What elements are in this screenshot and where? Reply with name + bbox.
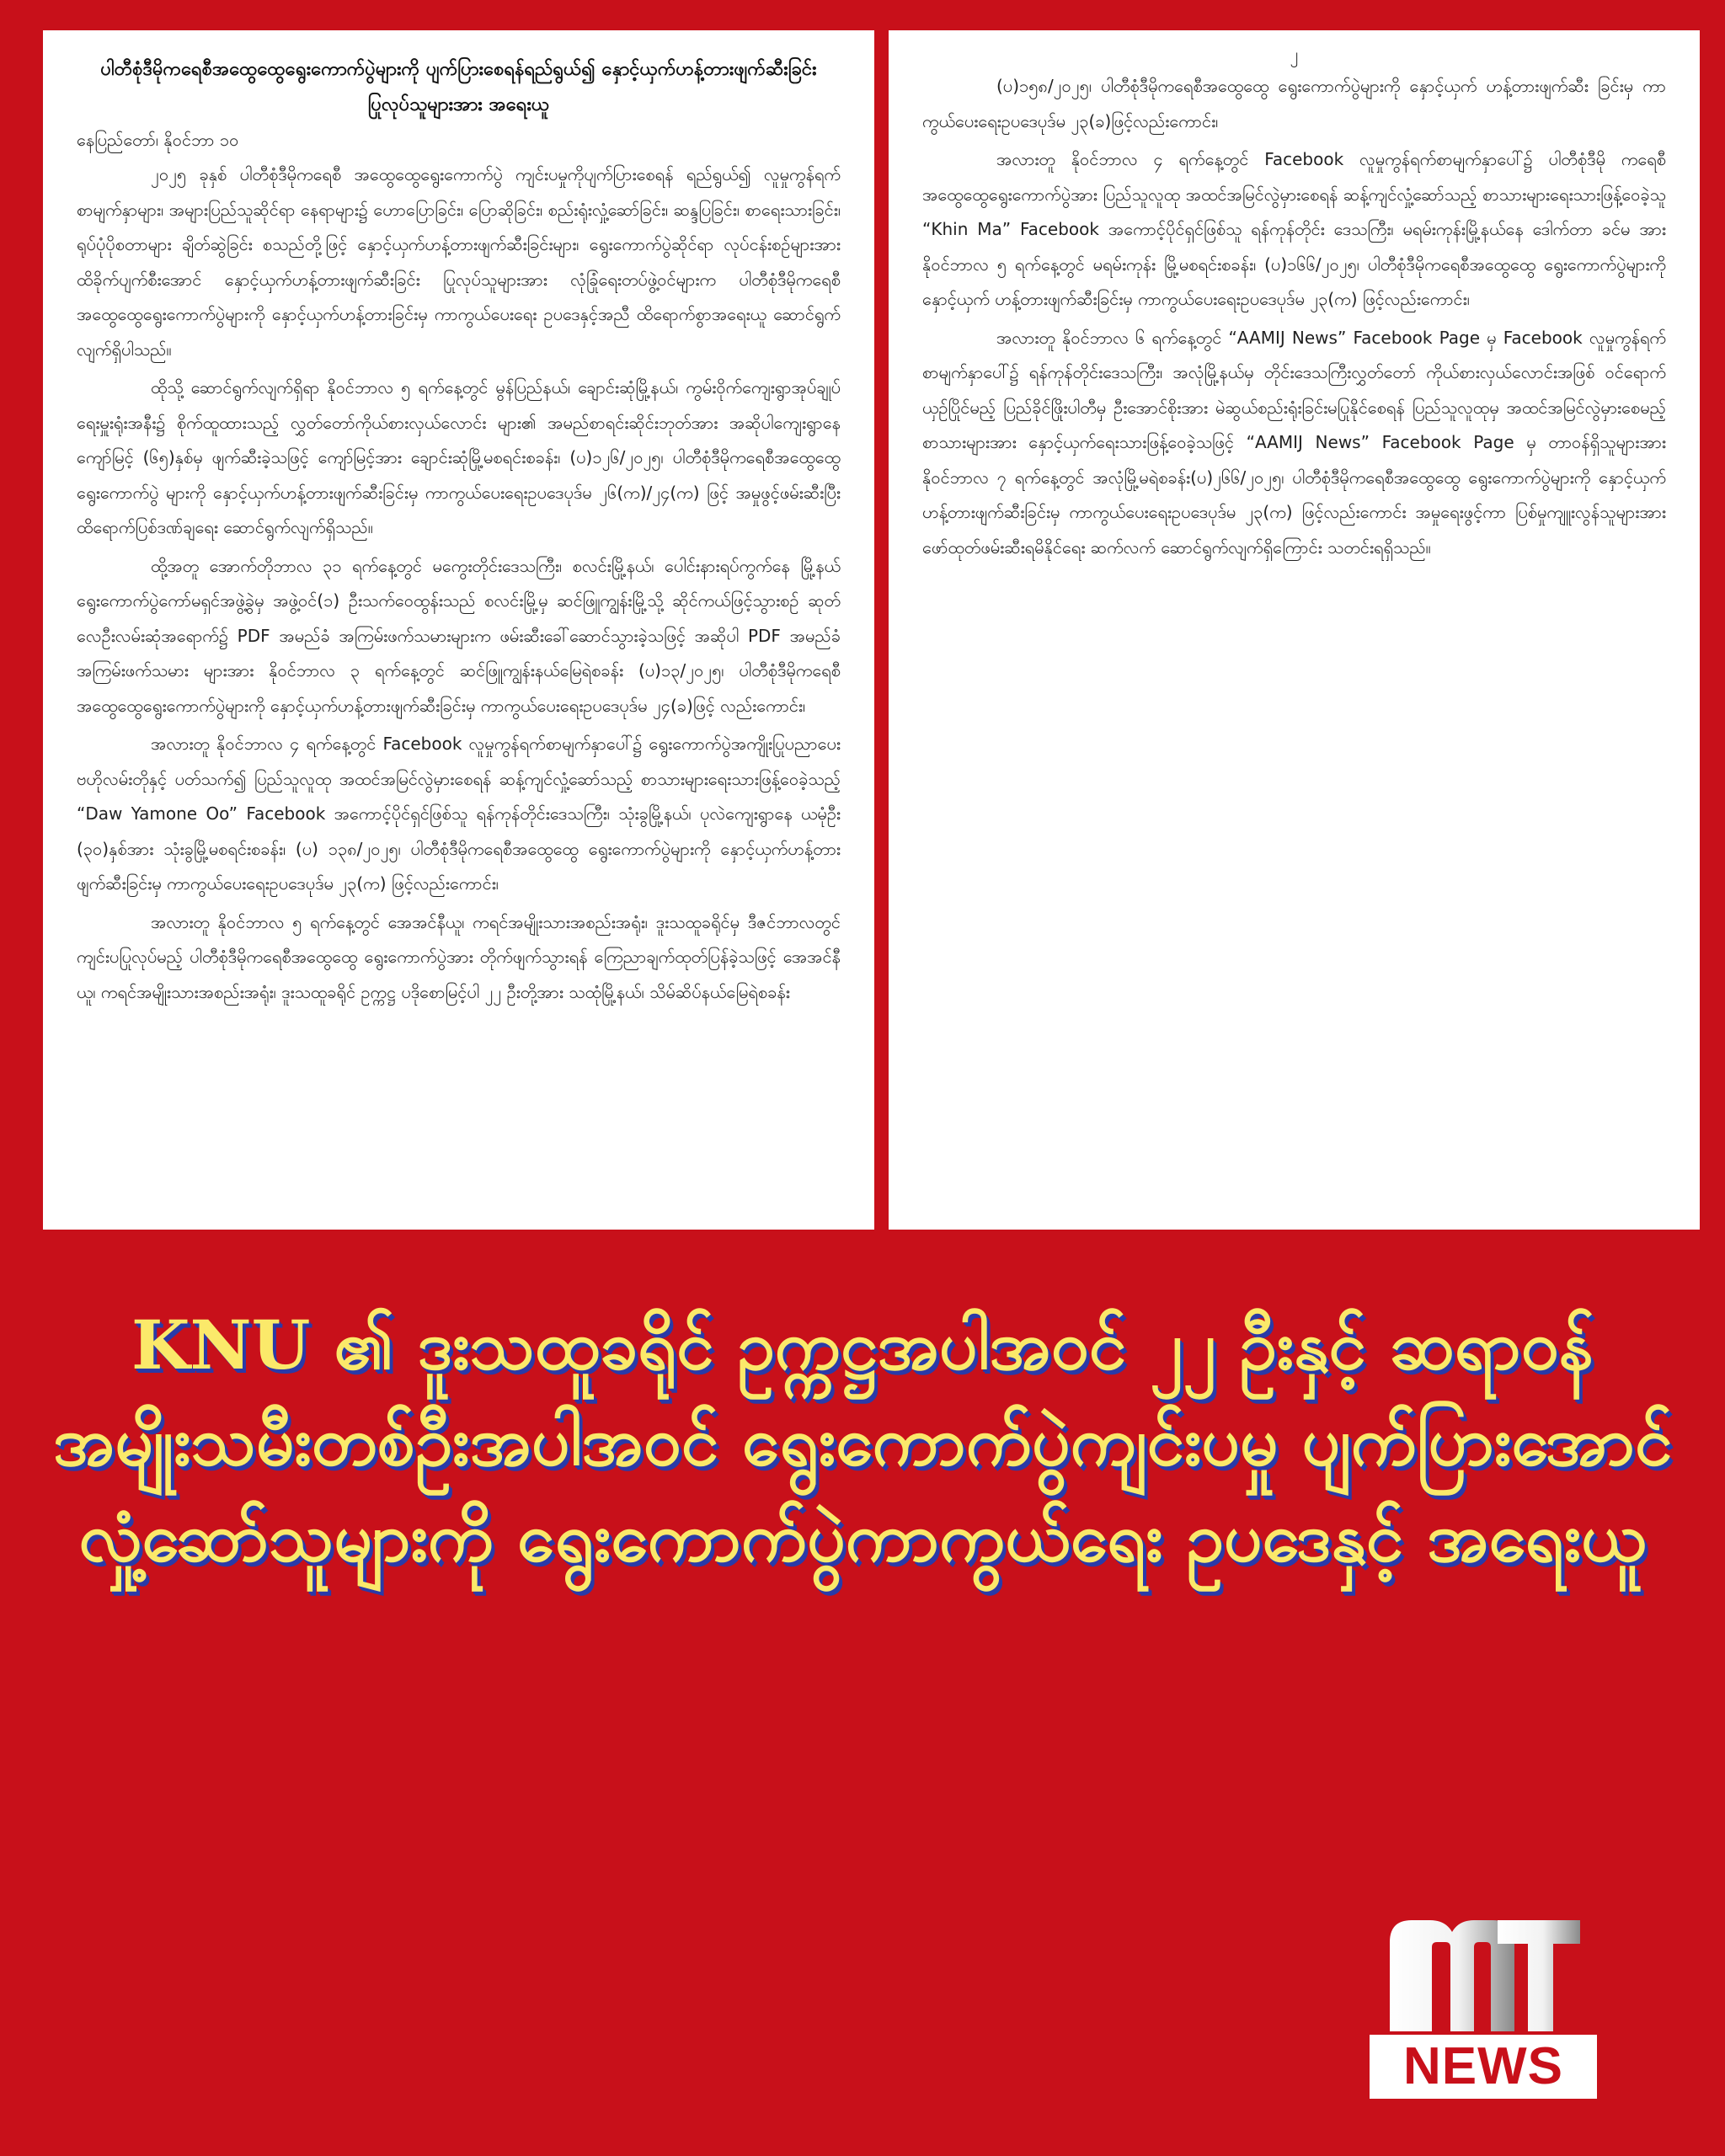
statement-paragraph: အလားတူ နိုဝင်ဘာလ ၄ ရက်နေ့တွင် Facebook လူမှုကွန်ရက်စာမျက်နှာပေါ်၌ ရွေးကောက်ပွဲအကျိုးပြုပညာပေးဗဟိုလမ်းတိုနှင့် ပတ်သက်၍ ပြည်သူလူထု အထင်အမြင်လွဲမှားစေရန် ဆန့်ကျင်လှုံ့ဆော်သည့် စာသားများရေးသားဖြန့်ဝေခဲ့သည့် “Daw Yamone Oo” Facebook အကောင့်ပိုင်ရှင်ဖြစ်သူ ရန်ကုန်တိုင်းဒေသကြီး၊ သုံးခွမြို့နယ်၊ ပုလဲကျေးရွာနေ ယမုံဦး (၃၀)နှစ်အား သုံးခွမြို့မစရင်းစခန်း၊ (ပ) ၁၃၈/၂၀၂၅၊ ပါတီစုံဒီမိုကရေစီအထွေထွေ ရွေးကောက်ပွဲများကို နှောင့်ယှက်ဟန့်တားဖျက်ဆီးခြင်းမှ ကာကွယ်ပေးရေးဥပဒေပုဒ်မ ၂၃(က) ဖြင့်လည်းကောင်း၊ bbox=[77, 734, 841, 894]
headline-text: ၏ ဒူးသထူခရိုင် ဥက္ကဋ္ဌအပါအဝင် ၂၂ ဦးနှင့် ဆရာဝန်အမျိုးသမီးတစ်ဦးအပါအဝင် ရွေးကောက်ပွဲကျင်းပမှု ပျက်ပြားအောင် လှုံ့ဆော်သူများကို ရွေးကောက်ပွဲကာကွယ်ရေး ဥပဒေနှင့် အရေးယူ bbox=[52, 1306, 1673, 1577]
news-headline bbox=[51, 1297, 1674, 1586]
statement-paragraph: အလားတူ နိုဝင်ဘာလ ၆ ရက်နေ့တွင် “AAMIJ News” Facebook Page မှ Facebook လူမှုကွန်ရက်စာမျက်နှာပေါ်၌ ရန်ကုန်တိုင်းဒေသကြီး၊ အလုံမြို့နယ်မှ တိုင်းဒေသကြီးလွှတ်တော် ကိုယ်စားလှယ်လောင်းအဖြစ် ဝင်ရောက်ယှဉ်ပြိုင်မည့် ပြည်ခိုင်ဖြိုးပါတီမှ ဦးအောင်စိုးအား မဲဆွယ်စည်းရုံးခြင်းမပြုနိုင်စေရန် ပြည်သူလူထုမှ အထင်အမြင်လွဲမှားစေမည့် စာသားများအား နှောင့်ယှက်ရေးသားဖြန့်ဝေခဲ့သဖြင့် “AAMIJ News” Facebook Page မှ တာဝန်ရှိသူများအား နိုဝင်ဘာလ ၇ ရက်နေ့တွင် အလုံမြို့မရဲစခန်း(ပ)၂၆၆/၂၀၂၅၊ ပါတီစုံဒီမိုကရေစီအထွေထွေ ရွေးကောက်ပွဲများကို နှောင့်ယှက်ဟန့်တားဖျက်ဆီးခြင်းမှ ကာကွယ်ပေးရေးဥပဒေပုဒ်မ ၂၃(က) ဖြင့်လည်းကောင်း အမှုရေးဖွင့်ကာ ပြစ်မှုကျူးလွန်သူများအား ဖော်ထုတ်ဖမ်းဆီးရမိနိုင်ရေး ဆက်လက် ဆောင်ရွက်လျက်ရှိကြောင်း သတင်းရရှိသည်။ bbox=[922, 327, 1666, 558]
statement-page-1 bbox=[43, 30, 874, 1230]
statement-paragraph: ၂၀၂၅ ခုနှစ် ပါတီစုံဒီမိုကရေစီ အထွေထွေရွေးကောက်ပွဲ ကျင်းပမှုကိုပျက်ပြားစေရန် ရည်ရွယ်၍ လူမှုကွန်ရက်စာမျက်နှာများ၊ အများပြည်သူဆိုင်ရာ နေရာများ၌ ဟောပြောခြင်း၊ ပြောဆိုခြင်း၊ စည်းရုံးလှုံ့ဆော်ခြင်း၊ ဆန္ဒပြခြင်း၊ စာရေးသားခြင်း၊ ရုပ်ပုံပိုစတာများ ချိတ်ဆွဲခြင်း စသည်တို့ဖြင့် နှောင့်ယှက်ဟန့်တားဖျက်ဆီးခြင်းများ၊ ရွေးကောက်ပွဲဆိုင်ရာ လုပ်ငန်းစဉ်များအား ထိခိုက်ပျက်စီးအောင် နှောင့်ယှက်ဟန့်တားဖျက်ဆီးခြင်း ပြုလုပ်သူများအား လုံခြုံရေးတပ်ဖွဲ့ဝင်များက ပါတီစုံဒီမိုကရေစီ အထွေထွေရွေးကောက်ပွဲများကို နှောင့်ယှက်ဟန့်တားခြင်းမှ ကာကွယ်ပေးရေး ဥပဒေနှင့်အညီ ထိရောက်စွာအရေးယူ ဆောင်ရွက်လျက်ရှိပါသည်။ bbox=[77, 164, 841, 360]
headline-brand: KNU bbox=[131, 1305, 311, 1385]
statement-title: ပါတီစုံဒီမိုကရေစီအထွေထွေရွေးကောက်ပွဲများကို ပျက်ပြားစေရန်ရည်ရွယ်၍ နှောင့်ယှက်ဟန့်တားဖျက်ဆီးခြင်း ပြုလုပ်သူများအား အရေးယူ bbox=[100, 59, 817, 115]
statement-paragraph: အလားတူ နိုဝင်ဘာလ ၅ ရက်နေ့တွင် အေအင်နီယူ၊ ကရင်အမျိုးသားအစည်းအရုံး၊ ဒူးသထူခရိုင်မှ ဒီဇင်ဘာလတွင် ကျင်းပပြုလုပ်မည့် ပါတီစုံဒီမိုကရေစီအထွေထွေ ရွေးကောက်ပွဲအား တိုက်ဖျက်သွားရန် ကြေညာချက်ထုတ်ပြန်ခဲ့သဖြင့် အေအင်နီယူ၊ ကရင်အမျိုးသားအစည်းအရုံး၊ ဒူးသထူခရိုင် ဥက္ကဋ္ဌ ပဒိုစောမြင့်ပါ ၂၂ ဦးတို့အား သထုံမြို့နယ်၊ သိမ်ဆိပ်နယ်မြေရဲစခန်း bbox=[77, 911, 841, 1002]
statement-page-2 bbox=[889, 30, 1700, 1230]
statement-paragraph: ထိုသို့ ဆောင်ရွက်လျက်ရှိရာ နိုဝင်ဘာလ ၅ ရက်နေ့တွင် မွန်ပြည်နယ်၊ ချောင်းဆုံမြို့နယ်၊ ကွမ်းဝိုက်ကျေးရွာအုပ်ချုပ်ရေးမှူးရုံးအနီး၌ စိုက်ထူထားသည့် လွှတ်တော်ကိုယ်စားလှယ်လောင်း များ၏ အမည်စာရင်းဆိုင်းဘုတ်အား အဆိုပါကျေးရွာနေ ကျော်မြင့် (၆၅)နှစ်မှ ဖျက်ဆီးခဲ့သဖြင့် ကျော်မြင့်အား ချောင်းဆုံမြို့မစရင်းစခန်း၊ (ပ)၁၂၆/၂၀၂၅၊ ပါတီစုံဒီမိုကရေစီအထွေထွေ ရွေးကောက်ပွဲ များကို နှောင့်ယှက်ဟန့်တားဖျက်ဆီးခြင်းမှ ကာကွယ်ပေးရေးဥပဒေပုဒ်မ ၂၆(က)/၂၄(က) ဖြင့် အမှုဖွင့်ဖမ်းဆီးပြီး ထိရောက်ပြစ်ဒဏ်ချရေး ဆောင်ရွက်လျက်ရှိသည်။ bbox=[77, 377, 841, 537]
mt-logo-icon bbox=[1390, 1920, 1580, 2031]
statement-paragraph: အလားတူ နိုဝင်ဘာလ ၄ ရက်နေ့တွင် Facebook လူမှုကွန်ရက်စာမျက်နှာပေါ်၌ ပါတီစုံဒီမို ကရေစီ အထွေထွေရွေးကောက်ပွဲအား ပြည်သူလူထု အထင်အမြင်လွဲမှားစေရန် ဆန့်ကျင်လှုံ့ဆော်သည့် စာသားများရေးသားဖြန့်ဝေခဲ့သူ “Khin Ma” Facebook အကောင့်ပိုင်ရှင်ဖြစ်သူ ရန်ကုန်တိုင်း ဒေသကြီး၊ မရမ်းကုန်းမြို့နယ်နေ ဒေါက်တာ ခင်မ အား နိုဝင်ဘာလ ၅ ရက်နေ့တွင် မရမ်းကုန်း မြို့မစရင်းစခန်း၊ (ပ)၁၆၆/၂၀၂၅၊ ပါတီစုံဒီမိုကရေစီအထွေထွေ ရွေးကောက်ပွဲများကို နှောင့်ယှက် ဟန့်တားဖျက်ဆီးခြင်းမှ ကာကွယ်ပေးရေးဥပဒေပုဒ်မ ၂၃(က) ဖြင့်လည်းကောင်း၊ bbox=[922, 149, 1666, 309]
statement-dateline: နေပြည်တော်၊ နိုဝင်ဘာ ၁၀ bbox=[77, 130, 239, 150]
logo-news-label: NEWS bbox=[1370, 2035, 1597, 2099]
statement-paragraph: (ပ)၁၅၈/၂၀၂၅၊ ပါတီစုံဒီမိုကရေစီအထွေထွေ ရွေးကောက်ပွဲများကို နှောင့်ယှက် ဟန့်တားဖျက်ဆီး ခြင်းမှ ကာကွယ်ပေးရေးဥပဒေပုဒ်မ ၂၃(ခ)ဖြင့်လည်းကောင်း၊ bbox=[922, 76, 1666, 131]
statement-paragraph: ထို့အတူ အောက်တိုဘာလ ၃၁ ရက်နေ့တွင် မကွေးတိုင်းဒေသကြီး၊ စလင်းမြို့နယ်၊ ပေါင်းနားရပ်ကွက်နေ မြို့နယ်ရွေးကောက်ပွဲကော်မရှင်အဖွဲ့ခွဲမှ အဖွဲ့ဝင်(၁) ဦးသက်ဝေထွန်းသည် စလင်းမြို့မှ ဆင်ဖြူကျွန်းမြို့သို့ ဆိုင်ကယ်ဖြင့်သွားစဉ် ဆုတ်လေဦးလမ်းဆုံအရောက်၌ PDF အမည်ခံ အကြမ်းဖက်သမားများက ဖမ်းဆီးခေါ်ဆောင်သွားခဲ့သဖြင့် အဆိုပါ PDF အမည်ခံအကြမ်းဖက်သမား များအား နိုဝင်ဘာလ ၃ ရက်နေ့တွင် ဆင်ဖြူကျွန်းနယ်မြေရဲစခန်း (ပ)၁၃/၂၀၂၅၊ ပါတီစုံဒီမိုကရေစီ အထွေထွေရွေးကောက်ပွဲများကို နှောင့်ယှက်ဟန့်တားဖျက်ဆီးခြင်းမှ ကာကွယ်ပေးရေးဥပဒေပုဒ်မ ၂၄(ခ)ဖြင့် လည်းကောင်း၊ bbox=[77, 555, 841, 716]
mt-news-logo bbox=[1370, 1920, 1597, 2099]
page-number: ၂ bbox=[1290, 44, 1299, 64]
